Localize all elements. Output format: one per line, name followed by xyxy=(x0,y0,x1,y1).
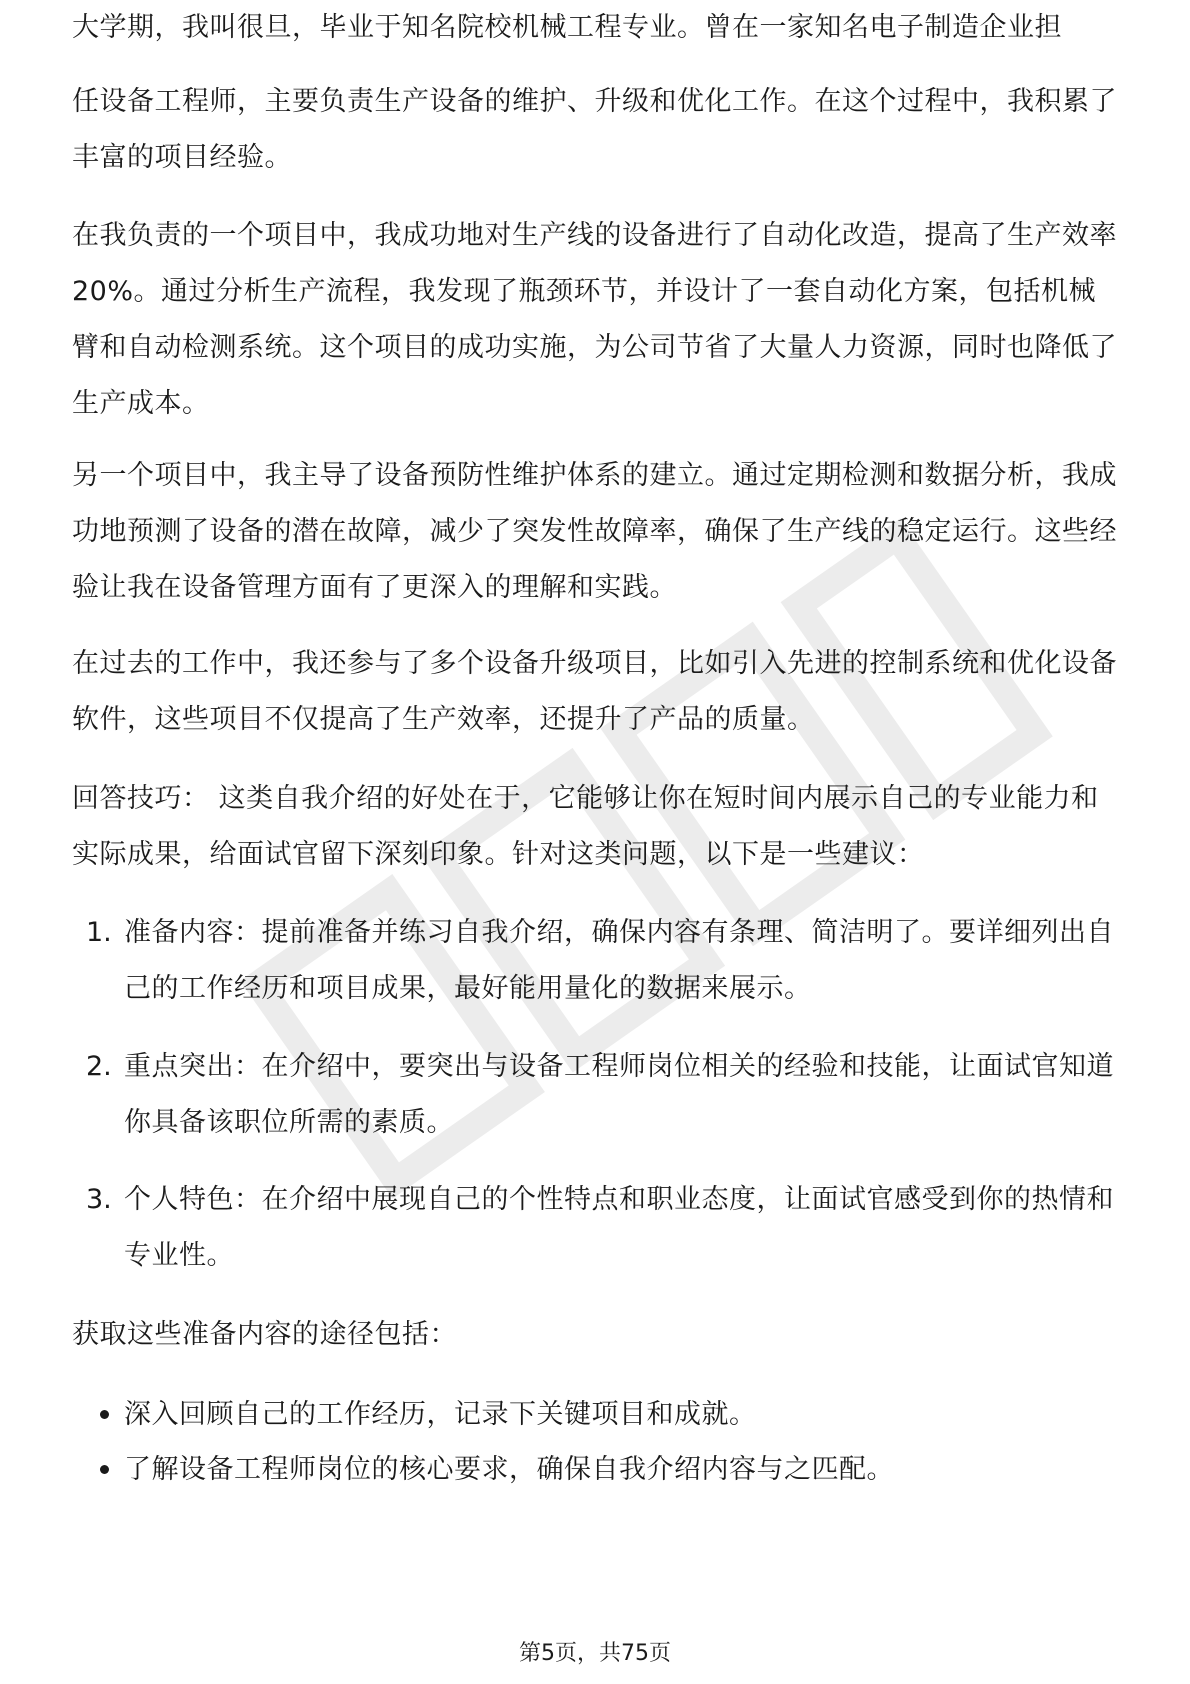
bullet-dot-icon xyxy=(100,1465,109,1474)
numbered-item-1 xyxy=(72,905,1122,1017)
paragraph-maintenance-project: 另一个项目中，我主导了设备预防性维护体系的建立。通过定期检测和数据分析，我成功地预测了设备的潜在故障，减少了突发性故障率，确保了生产线的稳定运行。这些经验让我在设备管理方面有了更深入的理解和实践。 xyxy=(72,460,1117,603)
list-item-text: 深入回顾自己的工作经历，记录下关键项目和成就。 xyxy=(124,1399,757,1430)
paragraph-automation-project: 在我负责的一个项目中，我成功地对生产线的设备进行了自动化改造，提高了生产效率20%。通过分析生产流程，我发现了瓶颈环节，并设计了一套自动化方案，包括机械臂和自动检测系统。这个项目的成功实施，为公司节省了大量人力资源，同时也降低了生产成本。 xyxy=(72,220,1117,419)
bullet-item-2 xyxy=(72,1442,1122,1498)
paragraph-upgrade-projects: 在过去的工作中，我还参与了多个设备升级项目，比如引入先进的控制系统和优化设备软件，这些项目不仅提高了生产效率，还提升了产品的质量。 xyxy=(72,648,1117,735)
paragraph-intro-continued: 任设备工程师，主要负责生产设备的维护、升级和优化工作。在这个过程中，我积累了丰富的项目经验。 xyxy=(72,86,1117,173)
top-cut-line: 大学期，我叫很旦，毕业于知名院校机械工程专业。曾在一家知名电子制造企业担 xyxy=(72,12,1062,43)
bullet-dot-icon xyxy=(100,1410,109,1419)
paragraph-answer-tips: 回答技巧： 这类自我介绍的好处在于，它能够让你在短时间内展示自己的专业能力和实际成果，给面试官留下深刻印象。针对这类问题，以下是一些建议： xyxy=(72,783,1099,870)
page-footer: 第5页，共75页 xyxy=(519,1641,671,1666)
numbered-item-3 xyxy=(72,1172,1122,1284)
list-number: 1. xyxy=(86,917,112,948)
bullet-item-1 xyxy=(72,1387,1122,1443)
list-item-text: 了解设备工程师岗位的核心要求，确保自我介绍内容与之匹配。 xyxy=(124,1454,894,1485)
numbered-item-2 xyxy=(72,1039,1122,1151)
list-item-text: 重点突出：在介绍中，要突出与设备工程师岗位相关的经验和技能，让面试官知道你具备该职位所需的素质。 xyxy=(124,1051,1114,1138)
paragraph-sources-intro: 获取这些准备内容的途径包括： xyxy=(72,1319,457,1350)
list-number: 2. xyxy=(86,1051,112,1082)
list-item-text: 准备内容：提前准备并练习自我介绍，确保内容有条理、简洁明了。要详细列出自己的工作经历和项目成果，最好能用量化的数据来展示。 xyxy=(124,917,1114,1004)
list-number: 3. xyxy=(86,1184,112,1215)
list-item-text: 个人特色：在介绍中展现自己的个性特点和职业态度，让面试官感受到你的热情和专业性。 xyxy=(124,1184,1114,1271)
